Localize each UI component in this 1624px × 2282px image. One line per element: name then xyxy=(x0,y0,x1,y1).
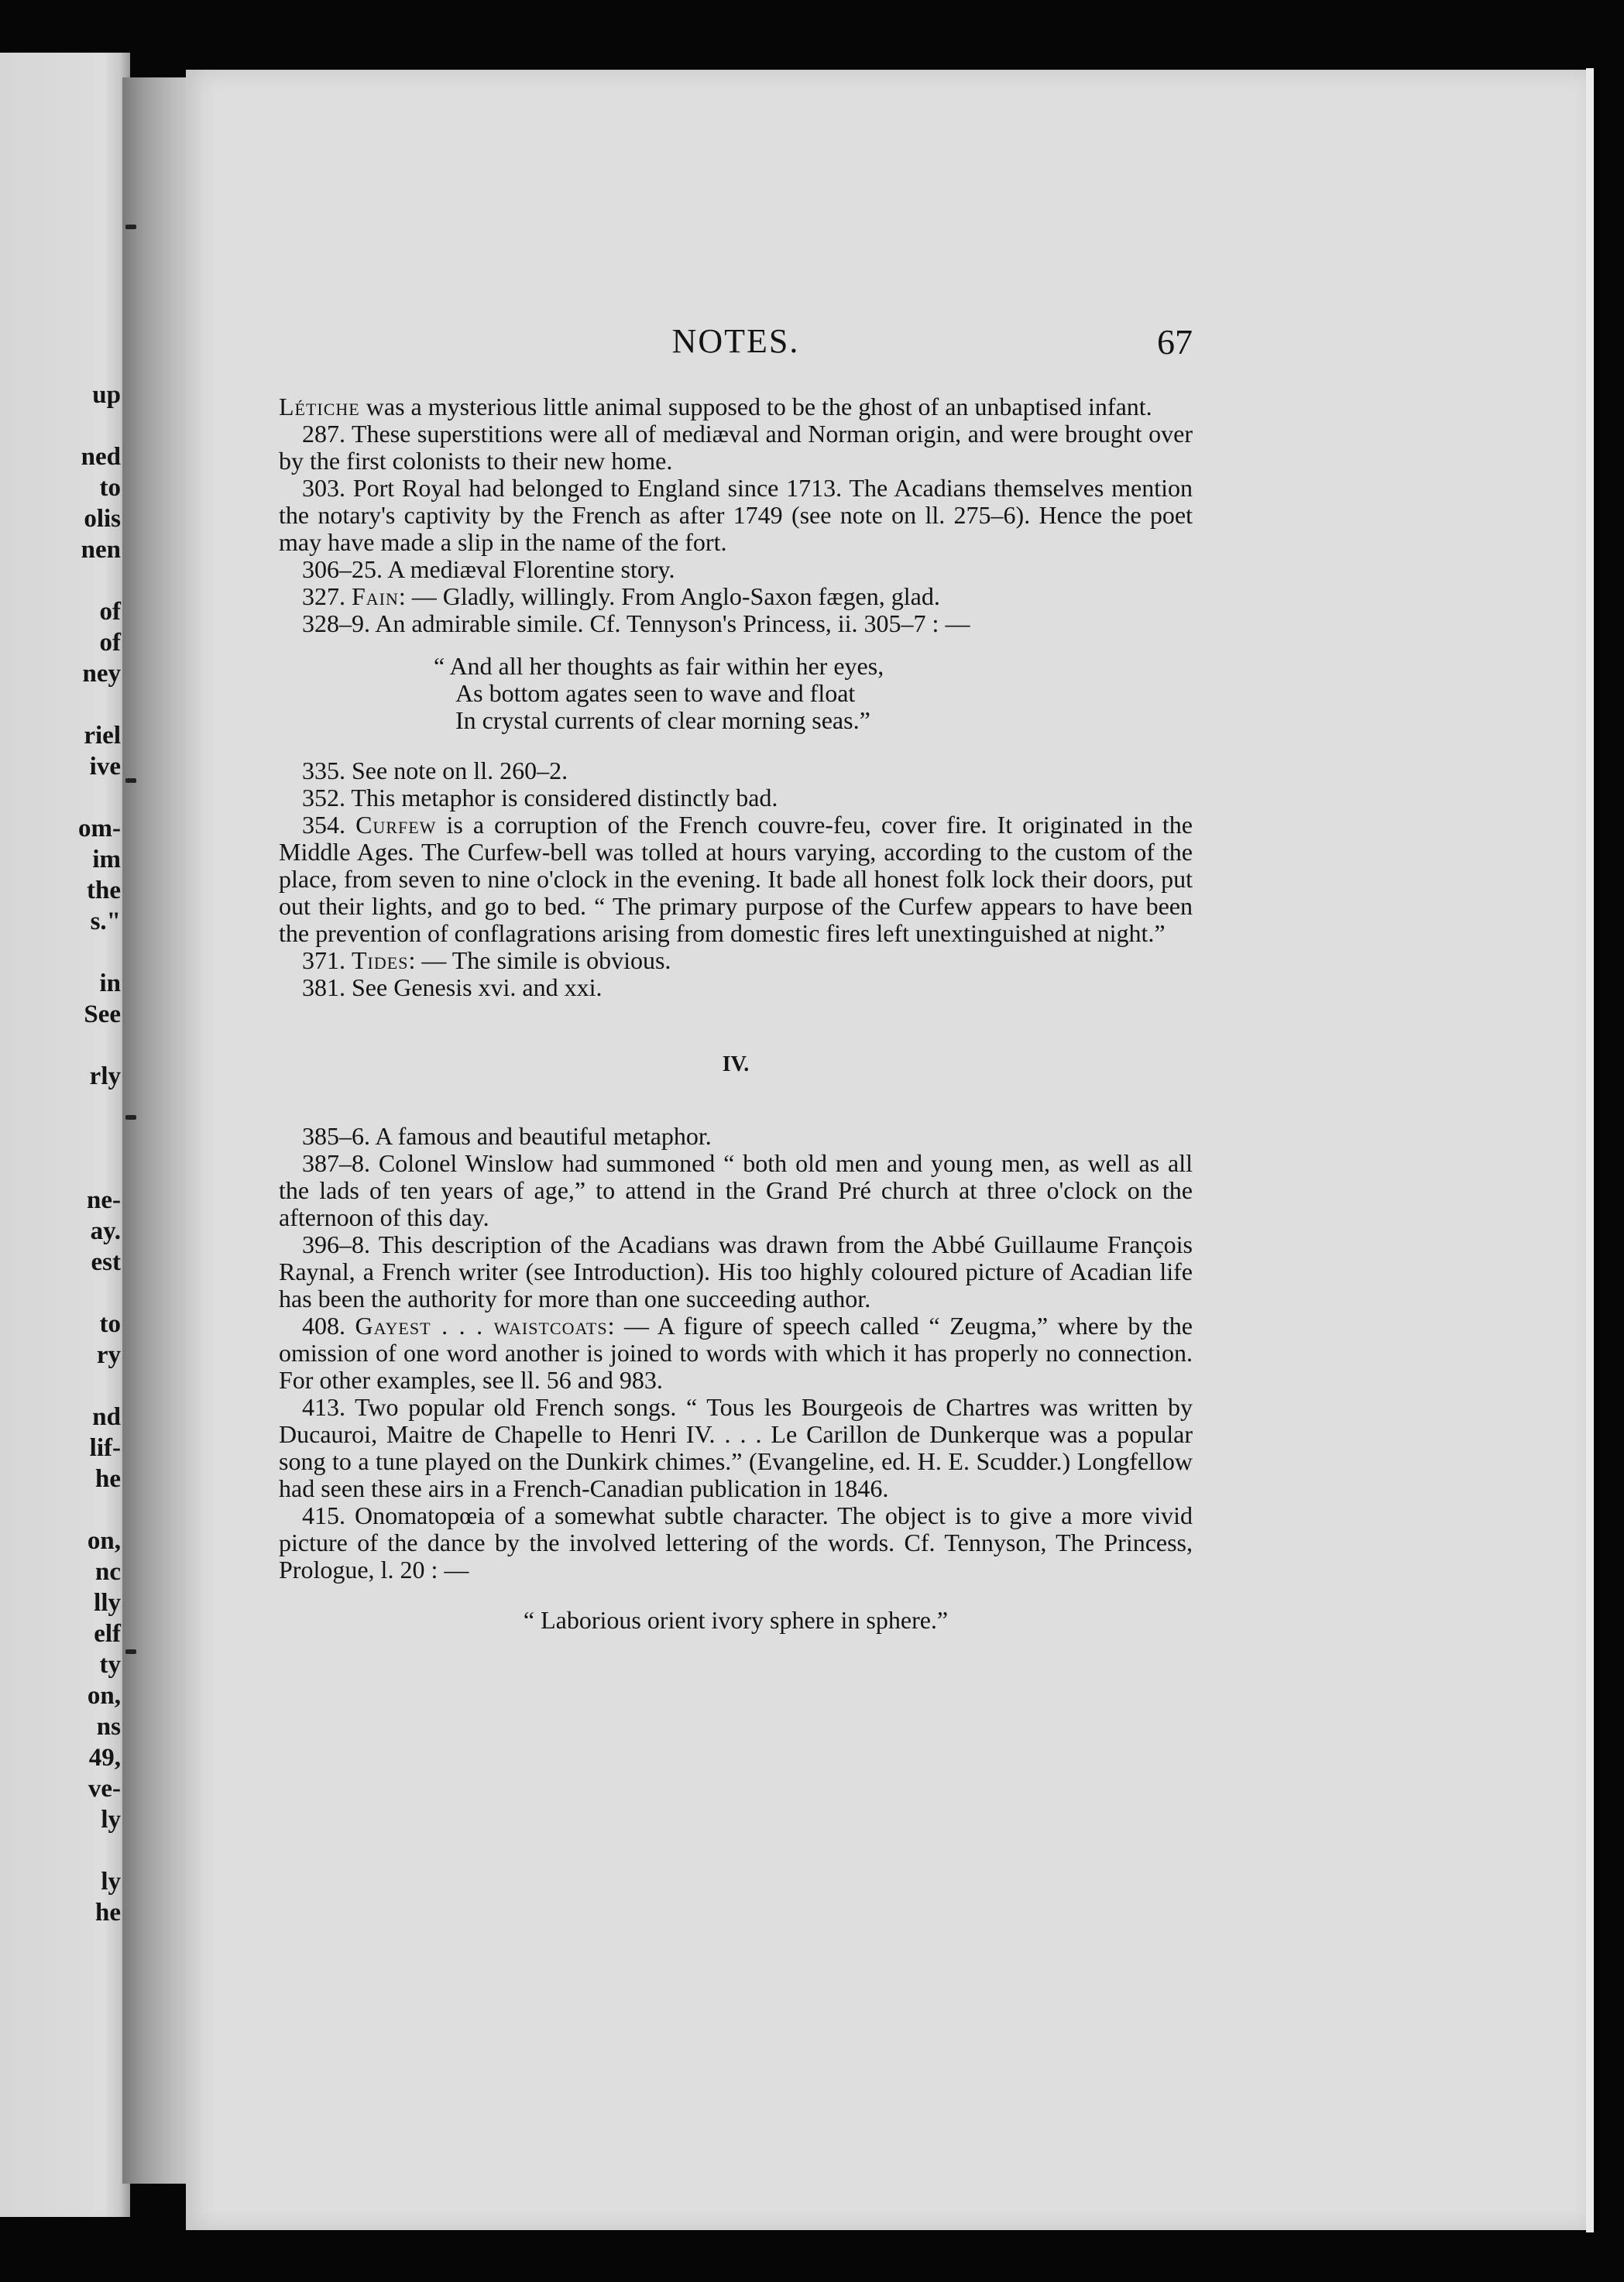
note-text: This description of the Acadians was drawn from the Abbé Guillaume François Raynal, a French writer (see Introduction). His too highly coloured picture of Acadian life has been the authority for more than one succeeding author. xyxy=(279,1230,1193,1313)
fragment-line: on, xyxy=(87,1527,121,1555)
note-text: Two popular old French songs. “ Tous les Bourgeois de Chartres was written by Ducauroi, Maitre de Chapelle to Henri IV. . . . Le Carillon de Dunkerque was a popular song to a tune played on the Dunkirk chimes.” (Evangeline, ed. H. E. Scudder.) Longfellow had seen these airs in a French-Canadian publication in 1846. xyxy=(279,1393,1193,1502)
note-entry xyxy=(279,420,1193,475)
note-entry xyxy=(279,757,1193,784)
fragment-line: up xyxy=(92,381,121,409)
page-edge xyxy=(1586,68,1594,2232)
fragment-line xyxy=(0,410,127,441)
fragment-line xyxy=(0,689,127,720)
fragment-line: rly xyxy=(89,1062,121,1090)
fragment-line: ly xyxy=(101,1868,121,1896)
fragment-line: 49, xyxy=(88,1744,121,1772)
note-entry xyxy=(279,784,1193,812)
note-text: : — The simile is obvious. xyxy=(408,946,671,974)
note-reference: 381. xyxy=(302,973,352,1001)
fragment-line xyxy=(0,1278,127,1309)
fragment-line: ney xyxy=(82,660,121,688)
note-text: Port Royal had belonged to England since 1713. The Acadians themselves mention the notary's captivity by the French as after 1749 (see note on ll. 275–6). Hence the poet may have made a slip in the name of the fort. xyxy=(279,474,1193,556)
spine-mark xyxy=(125,1649,136,1654)
spine-mark xyxy=(125,778,136,783)
fragment-line xyxy=(0,565,127,596)
fragment-line: om- xyxy=(78,815,121,842)
note-entry xyxy=(279,1150,1193,1231)
fragment-line xyxy=(0,1835,127,1866)
note-keyword: Fain xyxy=(352,582,399,610)
fragment-line xyxy=(0,1092,127,1123)
note-entry xyxy=(279,1313,1193,1394)
block-quote-tennyson xyxy=(279,653,1193,734)
notes-group-3 xyxy=(279,1123,1193,1584)
spine-mark xyxy=(125,225,136,229)
fragment-line: ty xyxy=(99,1651,121,1679)
note-entry xyxy=(279,1394,1193,1502)
fragment-line: to xyxy=(99,474,121,502)
fragment-line xyxy=(0,1123,127,1154)
fragment-line: lly xyxy=(94,1589,121,1617)
note-entry xyxy=(279,583,1193,610)
note-text: Colonel Winslow had summoned “ both old men and young men, as well as all the lads of ten years of age,” to attend in the Grand Pré church at three o'clock on the afternoon of this day. xyxy=(279,1149,1193,1231)
fragment-line xyxy=(0,1030,127,1061)
note-reference: 327. xyxy=(302,582,352,610)
note-reference: 385–6. xyxy=(302,1122,376,1150)
fragment-line: ly xyxy=(101,1806,121,1834)
note-reference: 415. xyxy=(302,1501,355,1529)
fragment-line: See xyxy=(84,1000,121,1028)
note-reference: 306–25. xyxy=(302,555,388,583)
fragment-line: olis xyxy=(84,505,121,533)
fragment-line: of xyxy=(99,598,121,626)
note-reference: 413. xyxy=(302,1393,355,1421)
fragment-line: nc xyxy=(95,1558,121,1586)
note-keyword: Létiche xyxy=(279,393,360,420)
fragment-line: ne- xyxy=(87,1186,121,1214)
fragment-line: in xyxy=(99,969,121,997)
note-reference: 287. xyxy=(302,420,352,448)
fragment-line: ive xyxy=(89,753,121,781)
fragment-line xyxy=(0,1371,127,1402)
fragment-line: elf xyxy=(94,1620,121,1648)
fragment-line: the xyxy=(87,877,121,904)
note-text: is a corruption of the French couvre-feu, cover fire. It originated in the Middle Ages. The Curfew-bell was tolled at hours varying, according to the custom of the place, from seven to nine o'clock in the evening. It bade all honest folk lock their doors, put out their lights, and go to bed. “ The primary purpose of the Curfew appears to have been the prevention of conflagrations arising from domestic fires left unextinguished at night.” xyxy=(279,811,1193,947)
fragment-line: nd xyxy=(92,1403,121,1431)
section-heading: IV. xyxy=(722,1052,750,1076)
note-text: An admirable simile. Cf. Tennyson's Princess, ii. 305–7 : — xyxy=(375,609,970,637)
note-entry xyxy=(279,556,1193,583)
page-header xyxy=(279,321,1193,368)
fragment-line: to xyxy=(99,1310,121,1338)
fragment-line: ns xyxy=(96,1713,121,1741)
fragment-line: of xyxy=(99,629,121,657)
note-entry xyxy=(279,1502,1193,1584)
note-text: Onomatopœia of a somewhat subtle character. The object is to give a more vivid picture of the dance by the involved lettering of the words. Cf. Tennyson, The Princess, Prologue, l. 20 : — xyxy=(279,1501,1193,1584)
quote-line: “ And all her thoughts as fair within her eyes, xyxy=(434,652,884,680)
fragment-line xyxy=(0,937,127,968)
page-number: 67 xyxy=(1157,322,1193,362)
fragment-line: nen xyxy=(81,536,121,564)
note-reference: 408. xyxy=(302,1312,355,1340)
note-entry xyxy=(279,947,1193,974)
note-text: A mediæval Florentine story. xyxy=(387,555,675,583)
spine-mark xyxy=(125,1115,136,1120)
note-reference: 371. xyxy=(302,946,352,974)
note-text: These superstitions were all of mediæval and Norman origin, and were brought over by the first colonists to their new home. xyxy=(279,420,1193,475)
note-entry xyxy=(279,974,1193,1001)
fragment-line: ry xyxy=(96,1341,121,1369)
fragment-line: riel xyxy=(84,722,121,750)
fragment-line: s." xyxy=(90,908,121,935)
note-entry xyxy=(279,610,1193,637)
note-reference: 387–8. xyxy=(302,1149,379,1177)
notes-group-1 xyxy=(279,393,1193,637)
note-entry xyxy=(279,812,1193,947)
quote-line: In crystal currents of clear morning seas.” xyxy=(455,706,870,734)
note-text: : — Gladly, willingly. From Anglo-Saxon fægen, glad. xyxy=(398,582,940,610)
note-reference: 303. xyxy=(302,474,353,502)
fragment-line: lif- xyxy=(89,1434,121,1462)
note-keyword: Tides xyxy=(352,946,409,974)
fragment-line xyxy=(0,1154,127,1185)
note-text: This metaphor is considered distinctly bad. xyxy=(351,784,778,812)
quote-line: As bottom agates seen to wave and float xyxy=(455,679,856,707)
note-entry xyxy=(279,1231,1193,1313)
note-entry xyxy=(279,475,1193,556)
fragment-line: ve- xyxy=(88,1775,121,1803)
note-text: : — A figure of speech called “ Zeugma,” where by the omission of one word another is joined to words with which it has properly no connection. For other examples, see ll. 56 and 983. xyxy=(279,1312,1193,1394)
note-text: was a mysterious little animal supposed to be the ghost of an unbaptised infant. xyxy=(359,393,1152,420)
running-head: NOTES. xyxy=(671,322,800,360)
fragment-line: ay. xyxy=(90,1217,121,1245)
notes-group-2 xyxy=(279,757,1193,1001)
closing-quote: “ Laborious orient ivory sphere in sphere.” xyxy=(523,1606,949,1634)
note-text: A famous and beautiful metaphor. xyxy=(375,1122,712,1150)
note-keyword: Curfew xyxy=(355,811,437,839)
note-entry xyxy=(279,393,1193,420)
note-reference: 354. xyxy=(302,811,356,839)
facing-page-text-fragments xyxy=(0,379,127,1928)
notes-body xyxy=(279,393,1193,1634)
fragment-line: im xyxy=(92,846,121,873)
note-text: See Genesis xvi. and xxi. xyxy=(352,973,603,1001)
note-reference: 335. xyxy=(302,757,352,784)
fragment-line xyxy=(0,1494,127,1525)
fragment-line: he xyxy=(95,1899,121,1927)
note-reference: 328–9. xyxy=(302,609,376,637)
note-text: See note on ll. 260–2. xyxy=(352,757,568,784)
note-entry xyxy=(279,1123,1193,1150)
note-reference: 352. xyxy=(302,784,352,812)
fragment-line: he xyxy=(95,1465,121,1493)
fragment-line: ned xyxy=(81,443,121,471)
fragment-line: est xyxy=(91,1248,121,1276)
note-reference: 396–8. xyxy=(302,1230,379,1258)
note-keyword: Gayest . . . waistcoats xyxy=(355,1312,608,1340)
fragment-line xyxy=(0,782,127,813)
fragment-line: on, xyxy=(87,1682,121,1710)
